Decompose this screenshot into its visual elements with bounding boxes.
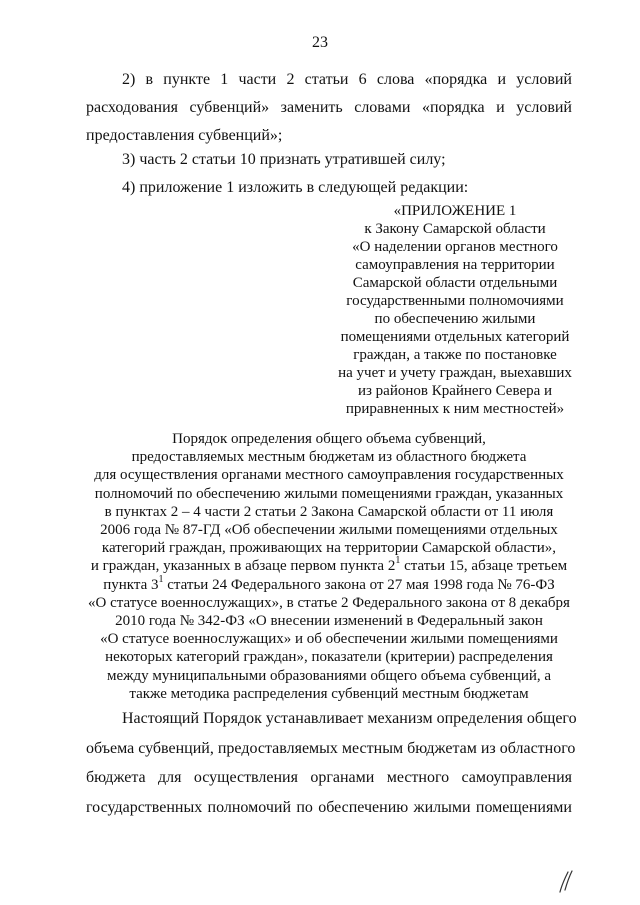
- title-line: категорий граждан, проживающих на территории Самарской области»,: [101, 540, 557, 557]
- title-line: между муниципальными образованиями общего объема субвенций, а: [106, 667, 552, 684]
- title-line: предоставляемых местным бюджетам из областного бюджета: [131, 449, 527, 466]
- text-line: Настоящий Порядок устанавливает механизм определения общего: [122, 710, 577, 727]
- amendment-item-4: [86, 174, 572, 202]
- amendment-item-3: [86, 146, 572, 174]
- title-line: также методика распределения субвенций местным бюджетам: [129, 685, 529, 702]
- title-fragment: и граждан, указанных в абзаце первом пункта 2: [90, 558, 396, 575]
- appendix-line: граждан, а также по постановке: [353, 347, 557, 363]
- title-line: некоторых категорий граждан», показатели (критерии) распределения: [105, 649, 553, 666]
- appendix-line: «О наделении органов местного: [352, 239, 558, 255]
- appendix-line: Самарской области отдельными: [352, 275, 558, 291]
- text-line: объема субвенций, предоставляемых местным бюджетам из областного: [86, 739, 576, 757]
- title-fragment: статьи 24 Федерального закона от 27 мая 1998 года № 76-ФЗ: [163, 576, 555, 593]
- appendix-line: государственными полномочиями: [346, 293, 564, 309]
- text-line: 2) в пункте 1 части 2 статьи 6 слова «порядка и условий: [122, 71, 572, 88]
- superscript: 1: [158, 573, 164, 585]
- text-line: 3) часть 2 статьи 10 признать утратившей силу;: [122, 151, 446, 168]
- appendix-line: по обеспечению жилыми: [374, 311, 536, 327]
- title-line: [86, 557, 572, 575]
- procedure-title: [86, 430, 572, 703]
- title-line: «О статусе военнослужащих» и об обеспечении жилыми помещениями: [100, 631, 558, 648]
- appendix-line: «ПРИЛОЖЕНИЕ 1: [393, 203, 517, 219]
- text-line: 4) приложение 1 изложить в следующей редакции:: [122, 179, 469, 196]
- text-line: расходования субвенций» заменить словами «порядка и условий: [86, 99, 572, 116]
- title-fragment: статьи 15, абзаце третьем: [400, 558, 568, 575]
- appendix-line: самоуправления на территории: [355, 257, 555, 273]
- title-line: Порядок определения общего объема субвенций,: [172, 431, 486, 447]
- appendix-header: [320, 202, 590, 418]
- appendix-line: помещениями отдельных категорий: [340, 329, 570, 345]
- title-line: [86, 573, 572, 594]
- title-line: для осуществления органами местного самоуправления государственных: [94, 467, 564, 484]
- text-line: бюджета для осуществления органами местного самоуправления: [86, 769, 572, 786]
- title-line: полномочий по обеспечению жилыми помещениями граждан, указанных: [94, 485, 564, 502]
- pen-mark: [556, 868, 576, 894]
- body-paragraph: [86, 704, 577, 822]
- title-line: в пунктах 2 – 4 части 2 статьи 2 Закона Самарской области от 11 июля: [104, 503, 554, 520]
- amendment-item-2: [86, 66, 572, 150]
- appendix-line: из районов Крайнего Севера и: [357, 383, 553, 399]
- title-fragment: пункта 3: [103, 576, 159, 593]
- appendix-line: приравненных к ним местностей»: [345, 401, 565, 417]
- title-line: 2010 года № 342-ФЗ «О внесении изменений в Федеральный закон: [115, 613, 543, 630]
- text-line: предоставления субвенций»;: [86, 127, 283, 144]
- superscript: 1: [395, 555, 401, 567]
- title-line: 2006 года № 87-ГД «Об обеспечении жилыми помещениями отдельных: [100, 522, 558, 539]
- text-line: государственных полномочий по обеспечению жилыми помещениями: [86, 798, 572, 816]
- title-line: «О статусе военнослужащих», в статье 2 Федерального закона от 8 декабря: [88, 594, 570, 611]
- page-number: 23: [312, 34, 328, 51]
- appendix-line: к Закону Самарской области: [364, 221, 546, 237]
- appendix-line: на учет и учету граждан, выехавших: [338, 365, 572, 381]
